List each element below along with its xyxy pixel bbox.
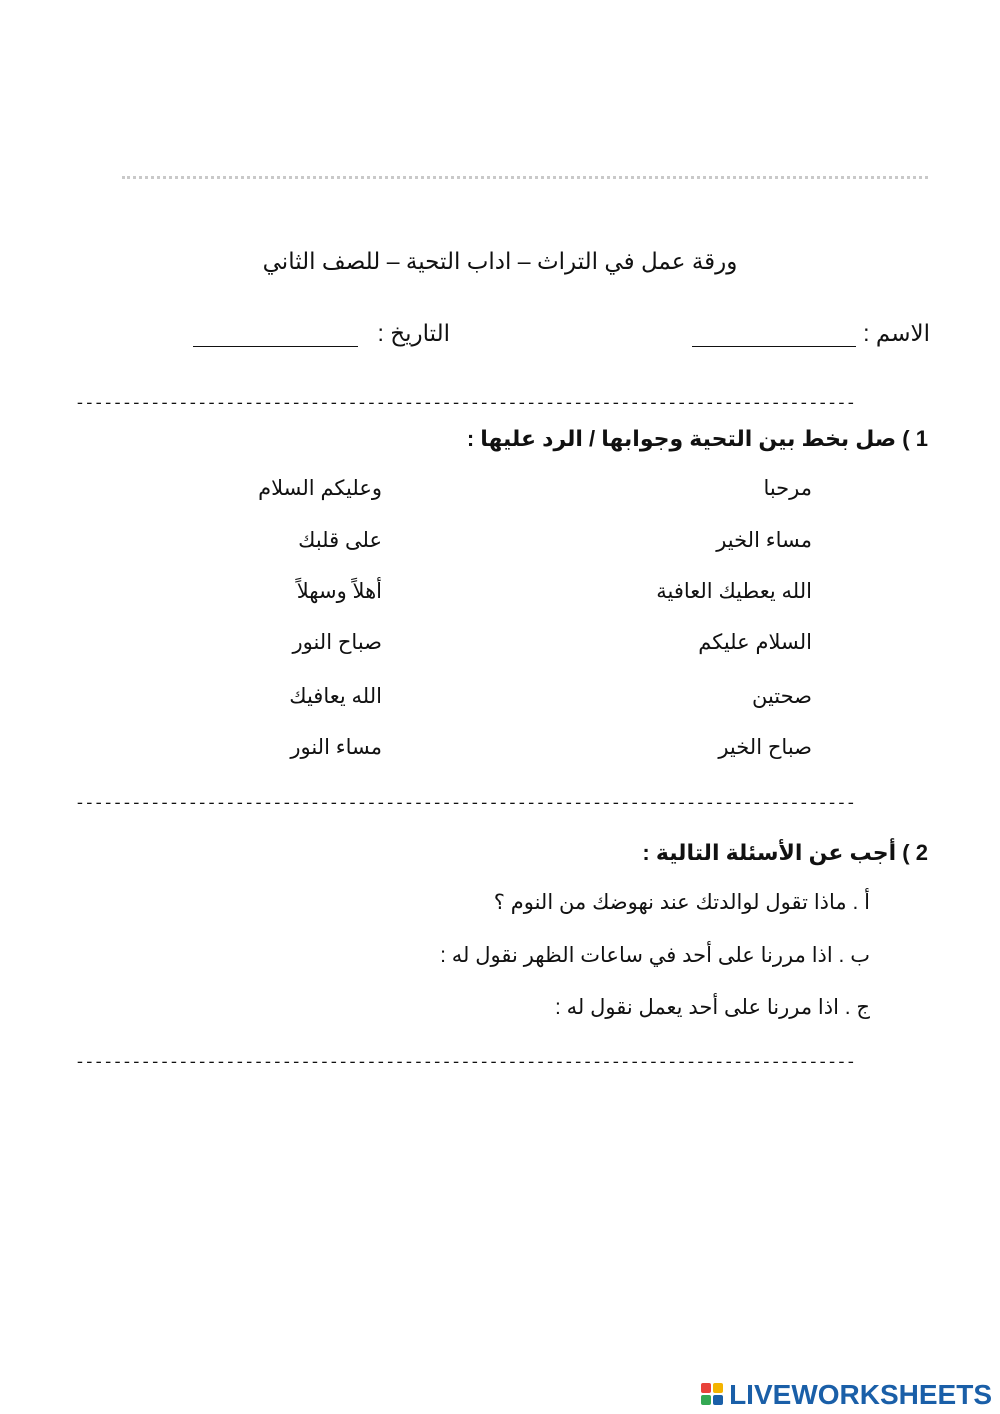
liveworksheets-logo-icon — [701, 1383, 725, 1407]
question-item-b: ب . اذا مررنا على أحد في ساعات الظهر نقول له : — [440, 944, 870, 967]
greeting-item[interactable]: السلام عليكم — [698, 631, 812, 654]
date-blank[interactable] — [193, 346, 358, 347]
greeting-item[interactable]: مرحبا — [763, 477, 812, 500]
liveworksheets-logo-text: LIVEWORKSHEETS — [729, 1379, 992, 1410]
question-item-a: أ . ماذا تقول لوالدتك عند نهوضك من النوم ؟ — [493, 891, 870, 914]
question2-heading: 2 ) أجب عن الأسئلة التالية : — [642, 840, 928, 865]
response-item[interactable]: الله يعافيك — [289, 685, 382, 708]
greeting-item[interactable]: صحتين — [751, 685, 812, 708]
date-label: التاريخ : — [377, 320, 450, 346]
section-divider: ----------------------------------------------------------------------------------- — [75, 394, 856, 413]
worksheet-title: ورقة عمل في التراث – اداب التحية – للصف الثاني — [262, 248, 738, 274]
greeting-item[interactable]: الله يعطيك العافية — [656, 580, 812, 603]
top-dotted-divider — [122, 176, 928, 179]
response-item[interactable]: صباح النور — [292, 631, 382, 654]
response-item[interactable]: مساء النور — [290, 736, 382, 759]
greeting-item[interactable]: مساء الخير — [716, 529, 812, 552]
section-divider: ----------------------------------------------------------------------------------- — [75, 794, 856, 813]
name-blank[interactable] — [692, 346, 856, 347]
question-item-c: ج . اذا مررنا على أحد يعمل نقول له : — [554, 996, 870, 1019]
name-label: الاسم : — [863, 320, 930, 346]
liveworksheets-logo — [701, 1380, 992, 1410]
response-item[interactable]: على قلبك — [298, 529, 382, 552]
response-item[interactable]: وعليكم السلام — [258, 477, 382, 500]
greeting-item[interactable]: صباح الخير — [718, 736, 812, 759]
question1-heading: 1 ) صل بخط بين التحية وجوابها / الرد عليها : — [466, 426, 928, 451]
section-divider: ----------------------------------------------------------------------------------- — [75, 1053, 856, 1072]
response-item[interactable]: أهلاً وسهلاً — [296, 580, 382, 603]
